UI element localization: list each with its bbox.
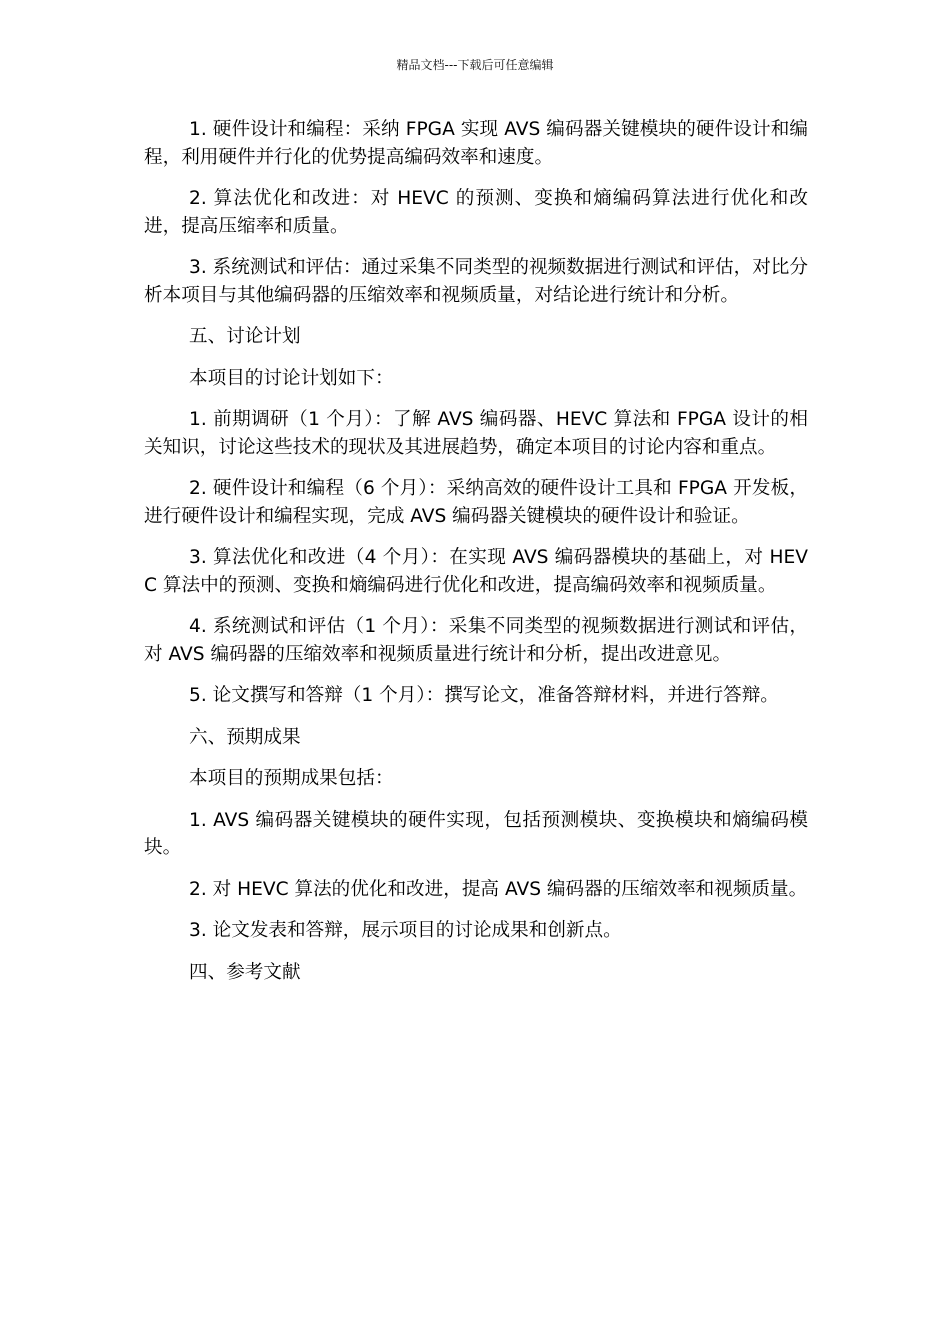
paragraph-plan-step-2: 2. 硬件设计和编程（6 个月）：采纳高效的硬件设计工具和 FPGA 开发板，进行硬件设计和编程实现，完成 AVS 编码器关键模块的硬件设计和验证。 — [144, 478, 808, 527]
paragraph-system-testing: 3. 系统测试和评估：通过采集不同类型的视频数据进行测试和评估，对比分析本项目与其他编码器的压缩效率和视频质量，对结论进行统计和分析。 — [144, 257, 808, 306]
section-heading-expected-results: 六、预期成果 — [189, 726, 301, 748]
page-header: 精品文档---下载后可任意编辑 — [396, 58, 554, 72]
paragraph-results-intro: 本项目的预期成果包括： — [189, 768, 394, 789]
paragraph-result-2: 2. 对 HEVC 算法的优化和改进，提高 AVS 编码器的压缩效率和视频质量。 — [189, 878, 808, 900]
paragraph-result-1: 1. AVS 编码器关键模块的硬件实现，包括预测模块、变换模块和熵编码模块。 — [144, 809, 808, 858]
paragraph-plan-step-3: 3. 算法优化和改进（4 个月）：在实现 AVS 编码器模块的基础上，对 HEVC 算法中的预测、变换和熵编码进行优化和改进，提高编码效率和视频质量。 — [144, 547, 808, 596]
paragraph-plan-step-1: 1. 前期调研（1 个月）：了解 AVS 编码器、HEVC 算法和 FPGA 设计的相关知识，讨论这些技术的现状及其进展趋势，确定本项目的讨论内容和重点。 — [144, 409, 808, 458]
section-heading-references: 四、参考文献 — [189, 961, 301, 983]
paragraph-plan-step-5: 5. 论文撰写和答辩（1 个月）：撰写论文，准备答辩材料，并进行答辩。 — [189, 685, 779, 706]
section-heading-research-plan: 五、讨论计划 — [189, 326, 301, 347]
paragraph-plan-step-4: 4. 系统测试和评估（1 个月）：采集不同类型的视频数据进行测试和评估，对 AVS 编码器的压缩效率和视频质量进行统计和分析，提出改进意见。 — [144, 616, 808, 665]
paragraph-algorithm-optimization: 2. 算法优化和改进：对 HEVC 的预测、变换和熵编码算法进行优化和改进，提高压缩率和质量。 — [144, 188, 808, 237]
paragraph-hardware-design: 1. 硬件设计和编程：采纳 FPGA 实现 AVS 编码器关键模块的硬件设计和编程，利用硬件并行化的优势提高编码效率和速度。 — [144, 119, 808, 168]
paragraph-result-3: 3. 论文发表和答辩，展示项目的讨论成果和创新点。 — [189, 920, 622, 941]
document-body — [144, 116, 808, 1000]
paragraph-plan-intro: 本项目的讨论计划如下： — [189, 367, 394, 389]
